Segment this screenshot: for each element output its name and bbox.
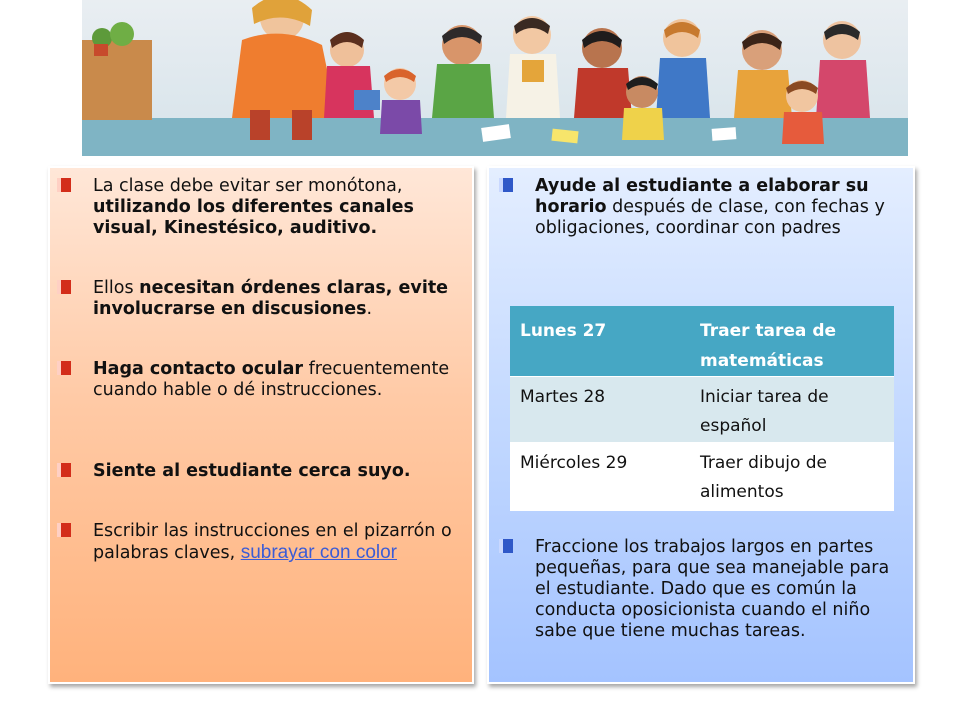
bullet-3-text: frecuentemente cuando hable o dé instrucciones.: [93, 359, 450, 400]
bullet-marker-icon: [499, 178, 513, 192]
table-cell-task: Traer tarea de matemáticas: [690, 306, 894, 377]
underline-color-link[interactable]: subrayar con color: [240, 542, 397, 563]
table-cell-task: Traer dibujo de alimentos: [690, 443, 894, 511]
bullet-2-bold: necesitan órdenes claras, evite involucrarse en discusiones: [93, 278, 449, 319]
bullet-marker-icon: [57, 280, 71, 294]
bullet-1-bold: utilizando los diferentes canales visual, Kinestésico, auditivo.: [93, 197, 414, 238]
bullet-1: [93, 176, 453, 239]
bullet-5: [93, 521, 458, 564]
bullet-5-text: Escribir las instrucciones en el pizarrón o palabras claves,: [93, 521, 452, 563]
bullet-1-text: La clase debe evitar ser monótona,: [93, 176, 403, 196]
bullet-marker-icon: [499, 539, 513, 553]
table-cell-day: Martes 28: [510, 377, 690, 443]
bullet-4-bold: Siente al estudiante cerca suyo.: [93, 461, 411, 481]
table-row: [510, 443, 894, 511]
table-cell-day: Lunes 27: [510, 306, 690, 377]
table-cell-day: Miércoles 29: [510, 443, 690, 511]
schedule-tip-bold: Ayude al estudiante a elaborar su horario: [535, 176, 869, 217]
classroom-illustration: [82, 0, 908, 156]
bullet-3: [93, 359, 453, 401]
fraction-tip-text: Fraccione los trabajos largos en partes pequeñas, para que sea manejable para el estudiante. Dado que es común la conducta oposicionista cuando el niño sabe que tiene muchas tareas.: [535, 537, 890, 641]
table-row: [510, 306, 894, 377]
table-row: [510, 377, 894, 443]
bullet-marker-icon: [57, 361, 71, 375]
table-cell-task: Iniciar tarea de español: [690, 377, 894, 443]
bullet-marker-icon: [57, 178, 71, 192]
schedule-table: [510, 306, 894, 511]
bullet-2-end: .: [366, 299, 373, 319]
schedule-tip: [535, 176, 895, 239]
schedule-tip-text: después de clase, con fechas y obligaciones, coordinar con padres: [535, 197, 885, 238]
bullet-2-text: Ellos: [93, 278, 140, 298]
bullet-marker-icon: [57, 463, 71, 477]
bullet-marker-icon: [57, 523, 71, 537]
bullet-2: [93, 278, 463, 320]
fraction-tip: [535, 537, 890, 642]
bullet-3-bold: Haga contacto ocular: [93, 359, 304, 379]
bullet-4: [93, 461, 453, 482]
tips-panel-left: [48, 166, 474, 684]
